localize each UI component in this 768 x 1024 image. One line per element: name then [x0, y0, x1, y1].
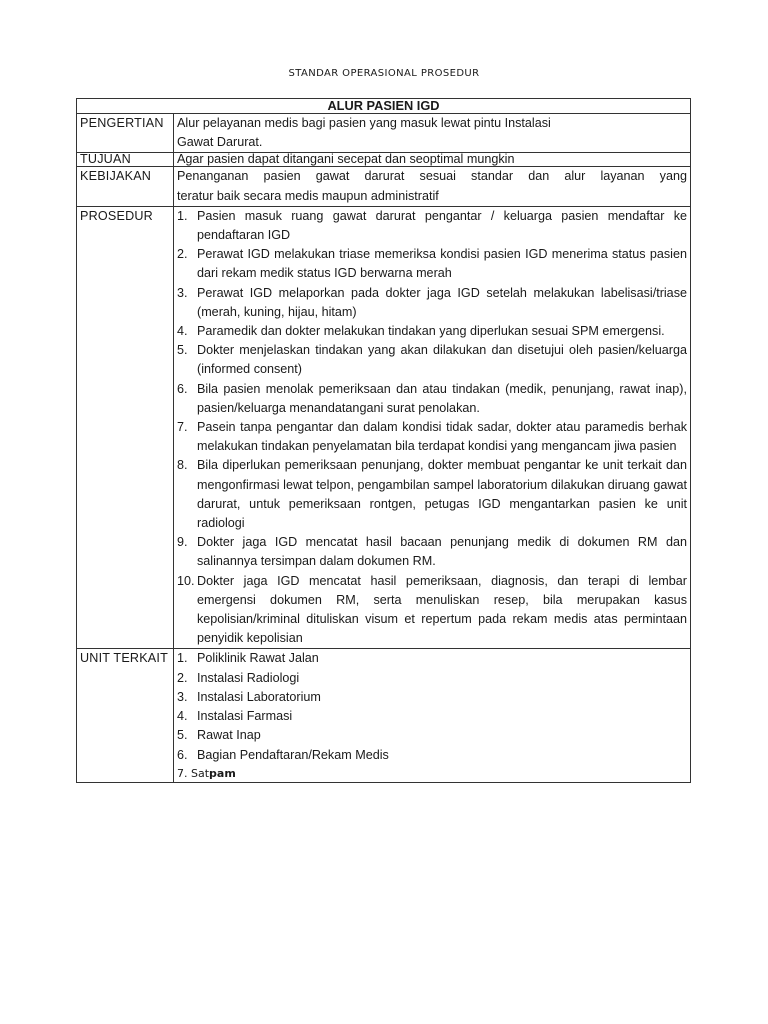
content-kebijakan	[174, 167, 691, 206]
label-tujuan: TUJUAN	[77, 153, 174, 167]
satpam-prefix: 7. Sat	[177, 766, 210, 780]
list-item	[177, 418, 687, 456]
list-item	[177, 746, 687, 765]
step-number: 6.	[177, 381, 188, 396]
unit-number: 2.	[177, 670, 188, 685]
row-unit-terkait	[77, 649, 691, 782]
list-item	[177, 572, 687, 649]
step-text: Dokter jaga IGD mencatat hasil pemeriksaan, diagnosis, dan terapi di lembar emergensi dokumen RM, serta menuliskan resep, bila merupakan kasus kepolisian/kriminal dituliskan visum et repertum pada rekam medis atas permintaan penyidik kepolisian	[197, 573, 687, 646]
step-text: Dokter jaga IGD mencatat hasil bacaan penunjang medik di dokumen RM dan salinannya tersimpan dalam dokumen RM.	[197, 535, 687, 569]
prosedur-list	[177, 207, 687, 649]
pengertian-line-2: Gawat Darurat.	[177, 135, 263, 150]
step-text: Dokter menjelaskan tindakan yang akan dilakukan dan disetujui oleh pasien/keluarga (informed consent)	[197, 343, 687, 377]
step-text: Bila pasien menolak pemeriksaan dan atau tindakan (medik, penunjang, rawat inap), pasien/keluarga menandatangani surat penolakan.	[197, 381, 687, 415]
unit-text: Instalasi Radiologi	[197, 670, 300, 685]
step-number: 8.	[177, 458, 188, 473]
unit-number: 4.	[177, 709, 188, 724]
list-item	[177, 669, 687, 688]
unit-text: Rawat Inap	[197, 728, 261, 743]
step-number: 1.	[177, 208, 188, 223]
label-pengertian: PENGERTIAN	[77, 114, 174, 153]
step-text: Perawat IGD melaporkan pada dokter jaga IGD setelah melakukan labelisasi/triase (merah, kuning, hijau, hitam)	[197, 285, 687, 319]
step-number: 7.	[177, 420, 188, 435]
kebijakan-line-1: Penanganan pasien gawat darurat sesuai standar dan alur layanan yang	[177, 169, 687, 184]
kebijakan-line-2: teratur baik secara medis maupun administratif	[177, 188, 439, 203]
list-item	[177, 707, 687, 726]
table-title: ALUR PASIEN IGD	[77, 99, 691, 114]
sop-table	[76, 98, 691, 783]
step-number: 9.	[177, 535, 188, 550]
row-pengertian	[77, 114, 691, 153]
unit-list	[177, 649, 687, 764]
label-prosedur: PROSEDUR	[77, 206, 174, 649]
satpam-suffix: pam	[209, 766, 236, 780]
unit-number: 5.	[177, 728, 188, 743]
table-header-row	[77, 99, 691, 114]
unit-number: 6.	[177, 747, 188, 762]
list-item	[177, 322, 687, 341]
list-item	[177, 284, 687, 322]
list-item	[177, 533, 687, 571]
pengertian-line-1: Alur pelayanan medis bagi pasien yang masuk lewat pintu Instalasi	[177, 116, 551, 130]
list-item	[177, 245, 687, 283]
step-number: 3.	[177, 285, 188, 300]
step-text: Perawat IGD melakukan triase memeriksa kondisi pasien IGD menerima status pasien dari rekam medik status IGD berwarna merah	[197, 247, 687, 281]
content-unit-terkait	[174, 649, 691, 782]
list-item	[177, 341, 687, 379]
list-item	[177, 207, 687, 245]
document-title: STANDAR OPERASIONAL PROSEDUR	[288, 68, 480, 79]
step-text: Paramedik dan dokter melakukan tindakan yang diperlukan sesuai SPM emergensi.	[197, 324, 665, 339]
unit-text: Instalasi Farmasi	[197, 709, 293, 724]
label-unit-terkait: UNIT TERKAIT	[77, 649, 174, 782]
step-number: 4.	[177, 324, 188, 339]
unit-number: 1.	[177, 651, 188, 666]
content-tujuan: Agar pasien dapat ditangani secepat dan seoptimal mungkin	[174, 153, 691, 167]
unit-satpam	[177, 765, 687, 782]
unit-text: Bagian Pendaftaran/Rekam Medis	[197, 747, 389, 762]
list-item	[177, 380, 687, 418]
row-tujuan	[77, 153, 691, 167]
list-item	[177, 456, 687, 533]
list-item	[177, 688, 687, 707]
list-item	[177, 726, 687, 745]
step-number: 2.	[177, 247, 188, 262]
step-number: 10.	[177, 573, 195, 588]
unit-text: Instalasi Laboratorium	[197, 689, 321, 704]
step-text: Bila diperlukan pemeriksaan penunjang, dokter membuat pengantar ke unit terkait dan mengonfirmasi lewat telpon, pengambilan sampel laboratorium dilakukan diruang gawat darurat, untuk pemeriksaan rontgen, petugas IGD mengantarkan pasien ke unit radiologi	[197, 458, 687, 531]
list-item	[177, 649, 687, 668]
unit-number: 3.	[177, 689, 188, 704]
row-kebijakan	[77, 167, 691, 206]
step-number: 5.	[177, 343, 188, 358]
label-kebijakan: KEBIJAKAN	[77, 167, 174, 206]
unit-text: Poliklinik Rawat Jalan	[197, 651, 319, 666]
step-text: Pasien masuk ruang gawat darurat pengantar / keluarga pasien mendaftar ke pendaftaran IGD	[197, 208, 687, 243]
row-prosedur	[77, 206, 691, 649]
step-text: Pasein tanpa pengantar dan dalam kondisi tidak sadar, dokter atau paramedis berhak melakukan tindakan penyelamatan bila terdapat kondisi yang mengancam jiwa pasien	[197, 420, 687, 454]
content-prosedur	[174, 206, 691, 649]
content-pengertian	[174, 114, 691, 153]
